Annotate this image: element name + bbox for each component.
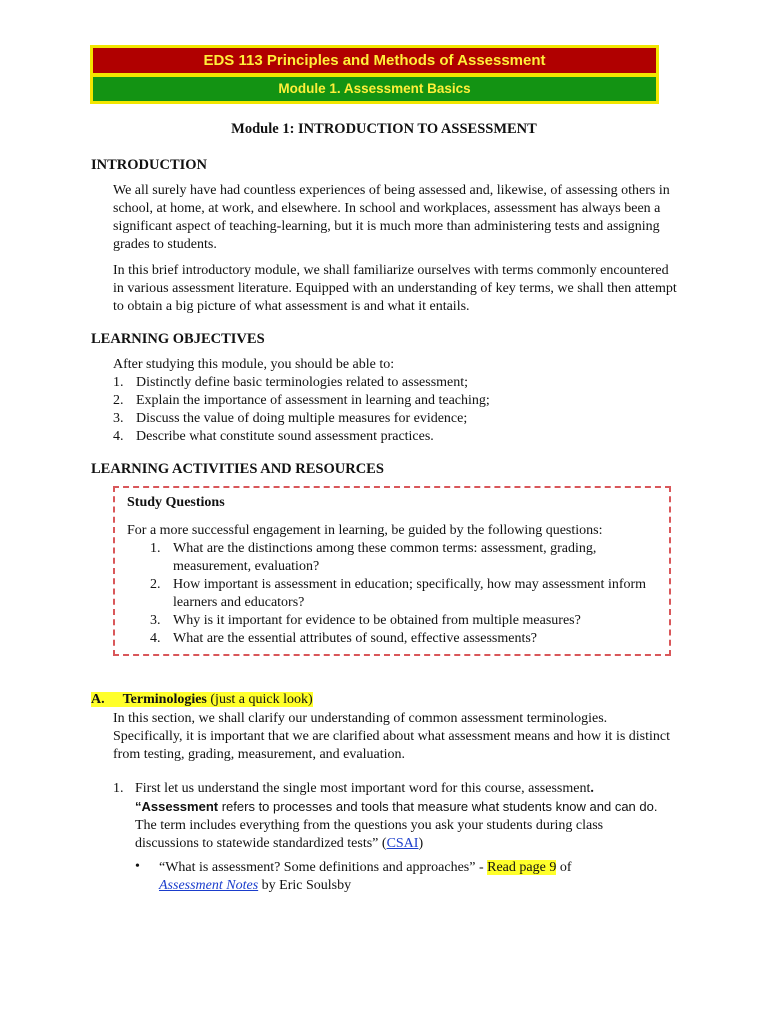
- item-number: 1.: [150, 541, 161, 556]
- introduction-heading: INTRODUCTION: [91, 157, 208, 173]
- introduction-paragraph-1: We all surely have had countless experiences of being assessed and, likewise, of assessing others in school, at home, at work, and elsewhere. In school and workplaces, assessment has always been a significant aspect of teaching-learning, but it is much more than administering tests and assigning grades to students.: [113, 183, 670, 252]
- list-item: [147, 630, 647, 648]
- list-item: [113, 374, 673, 392]
- item-text: Discuss the value of doing multiple measures for evidence;: [136, 411, 468, 426]
- item-number: 1.: [113, 781, 124, 796]
- item-number: 2.: [150, 577, 161, 592]
- quote-sans: refers to processes and tools that measure what students know and can do.: [218, 799, 658, 814]
- bullet-text: “What is assessment? Some definitions and approaches” -: [159, 860, 488, 875]
- item-text: How important is assessment in education; specifically, how may assessment inform learners and educators?: [173, 577, 647, 610]
- item-text: Describe what constitute sound assessment practices.: [136, 429, 434, 444]
- assessment-definition: [135, 780, 665, 853]
- document-title: Module 1: INTRODUCTION TO ASSESSMENT: [231, 121, 537, 137]
- item-number: 4.: [150, 631, 161, 646]
- list-item: [147, 540, 647, 576]
- learning-objectives-heading: LEARNING OBJECTIVES: [91, 331, 265, 347]
- section-a-heading: [91, 692, 313, 708]
- quote-bold: “Assessment: [135, 799, 219, 814]
- reading-bullet: [159, 859, 659, 895]
- study-questions-title: Study Questions: [127, 495, 225, 510]
- item-number: 3.: [150, 613, 161, 628]
- section-a-paragraph: In this section, we shall clarify our understanding of common assessment terminologies. Specifically, it is important that we are clarified about what assessment means and how it is distinct from testing, grading, measurement, and evaluation.: [113, 711, 671, 762]
- item-number: 2.: [113, 393, 124, 408]
- item-text: First let us understand the single most important word for this course, assessment: [135, 781, 591, 796]
- item-number: 1.: [113, 375, 124, 390]
- item-text: Distinctly define basic terminologies related to assessment;: [136, 375, 469, 390]
- list-item: [113, 428, 673, 446]
- activities-heading: LEARNING ACTIVITIES AND RESOURCES: [91, 461, 384, 477]
- list-item: [147, 576, 647, 612]
- bullet-icon: •: [135, 859, 140, 874]
- section-letter: A.: [91, 692, 109, 707]
- course-title-banner: EDS 113 Principles and Methods of Assessment: [90, 45, 659, 76]
- author-text: by Eric Soulsby: [258, 878, 352, 893]
- period: .: [590, 781, 594, 796]
- section-note: (just a quick look): [210, 692, 313, 707]
- objectives-lead: After studying this module, you should be able to:: [113, 357, 395, 372]
- study-questions-intro: For a more successful engagement in learning, be guided by the following questions:: [127, 523, 603, 538]
- list-item: [113, 392, 673, 410]
- item-text: What are the distinctions among these common terms: assessment, grading, measurement, evaluation?: [173, 541, 597, 574]
- list-item: [113, 410, 673, 428]
- list-item: [147, 612, 647, 630]
- closing-paren: ): [418, 836, 424, 851]
- assessment-notes-link[interactable]: Assessment Notes: [159, 878, 259, 893]
- item-number: 3.: [113, 411, 124, 426]
- section-title: Terminologies: [122, 692, 207, 707]
- item-number: 4.: [113, 429, 124, 444]
- of-text: of: [556, 860, 572, 875]
- quote-rest: The term includes everything from the questions you ask your students during class discussions to statewide standardized tests” (: [135, 818, 604, 851]
- module-banner: Module 1. Assessment Basics: [90, 74, 659, 104]
- objectives-list: [113, 374, 673, 446]
- read-page-highlight: Read page 9: [487, 860, 557, 875]
- item-text: Explain the importance of assessment in learning and teaching;: [136, 393, 490, 408]
- introduction-paragraph-2: In this brief introductory module, we shall familiarize ourselves with terms commonly encountered in various assessment literature. Equipped with an understanding of key terms, we shall then attempt to obtain a big picture of what assessment is and what it entails.: [113, 263, 677, 314]
- item-text: Why is it important for evidence to be obtained from multiple measures?: [173, 613, 581, 628]
- csai-link[interactable]: CSAI: [386, 836, 419, 851]
- study-questions-list: [147, 540, 647, 648]
- item-text: What are the essential attributes of sound, effective assessments?: [173, 631, 538, 646]
